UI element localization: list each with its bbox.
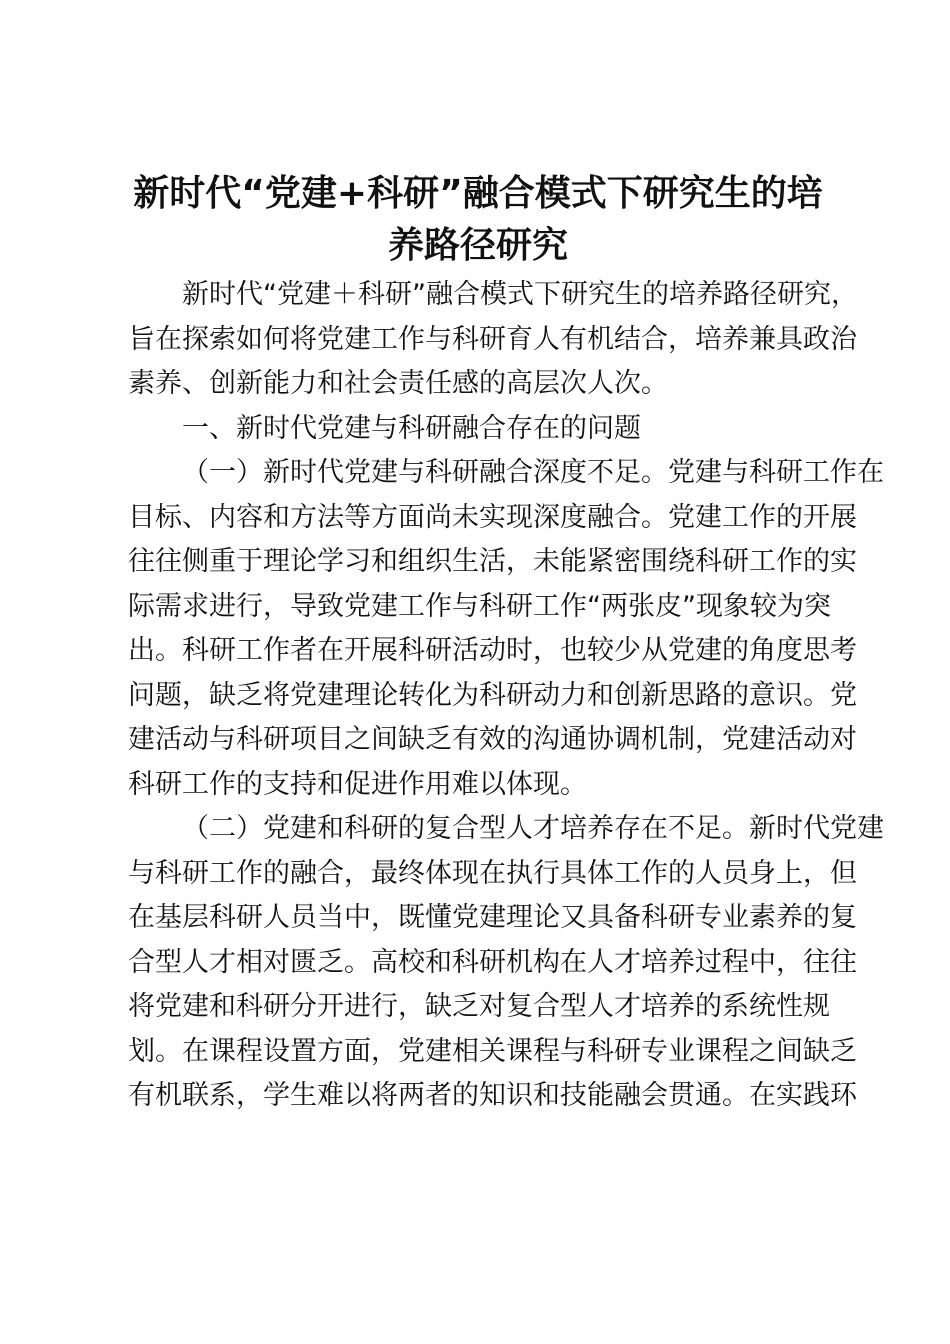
section-heading	[128, 407, 828, 452]
body-paragraph-1	[128, 451, 884, 807]
text-line: 划。在课程设置方面，党建相关课程与科研专业课程之间缺乏	[128, 1035, 857, 1067]
text-line: 新时代“党建＋科研”融合模式下研究生的培养路径研究，	[182, 279, 858, 310]
text-line: 合型人才相对匮乏。高校和科研机构在人才培养过程中，往往	[128, 946, 857, 978]
text-line: 科研工作的支持和促进作用难以体现。	[128, 768, 587, 800]
text-line: 际需求进行，导致党建工作与科研工作“两张皮”现象较为突	[128, 590, 831, 622]
body-paragraph-2	[128, 807, 884, 1119]
text-line: 出。科研工作者在开展科研活动时，也较少从党建的角度思考	[128, 635, 857, 666]
text-line: （一）新时代党建与科研融合深度不足。党建与科研工作在	[182, 457, 884, 488]
document-body	[128, 273, 884, 1119]
text-line: 将党建和科研分开进行，缺乏对复合型人才培养的系统性规	[128, 991, 830, 1022]
text-line: 一、新时代党建与科研融合存在的问题	[182, 412, 641, 444]
document-title-line-1: 新时代“党建+科研”融合模式下研究生的培	[133, 173, 823, 214]
document-title-line-2: 养路径研究	[387, 225, 568, 266]
intro-paragraph	[128, 273, 858, 407]
document-title	[128, 168, 828, 272]
text-line: 与科研工作的融合，最终体现在执行具体工作的人员身上，但	[128, 857, 857, 889]
text-line: （二）党建和科研的复合型人才培养存在不足。新时代党建	[182, 813, 884, 844]
text-line: 目标、内容和方法等方面尚未实现深度融合。党建工作的开展	[128, 501, 857, 533]
text-line: 往往侧重于理论学习和组织生活，未能紧密围绕科研工作的实	[128, 546, 857, 577]
text-line: 素养、创新能力和社会责任感的高层次人次。	[128, 368, 668, 399]
text-line: 建活动与科研项目之间缺乏有效的沟通协调机制，党建活动对	[128, 724, 857, 755]
text-line: 问题，缺乏将党建理论转化为科研动力和创新思路的意识。党	[128, 679, 857, 711]
text-line: 有机联系，学生难以将两者的知识和技能融会贯通。在实践环	[128, 1080, 857, 1111]
text-line: 在基层科研人员当中，既懂党建理论又具备科研专业素养的复	[128, 902, 857, 933]
text-line: 旨在探索如何将党建工作与科研育人有机结合，培养兼具政治	[128, 323, 857, 355]
